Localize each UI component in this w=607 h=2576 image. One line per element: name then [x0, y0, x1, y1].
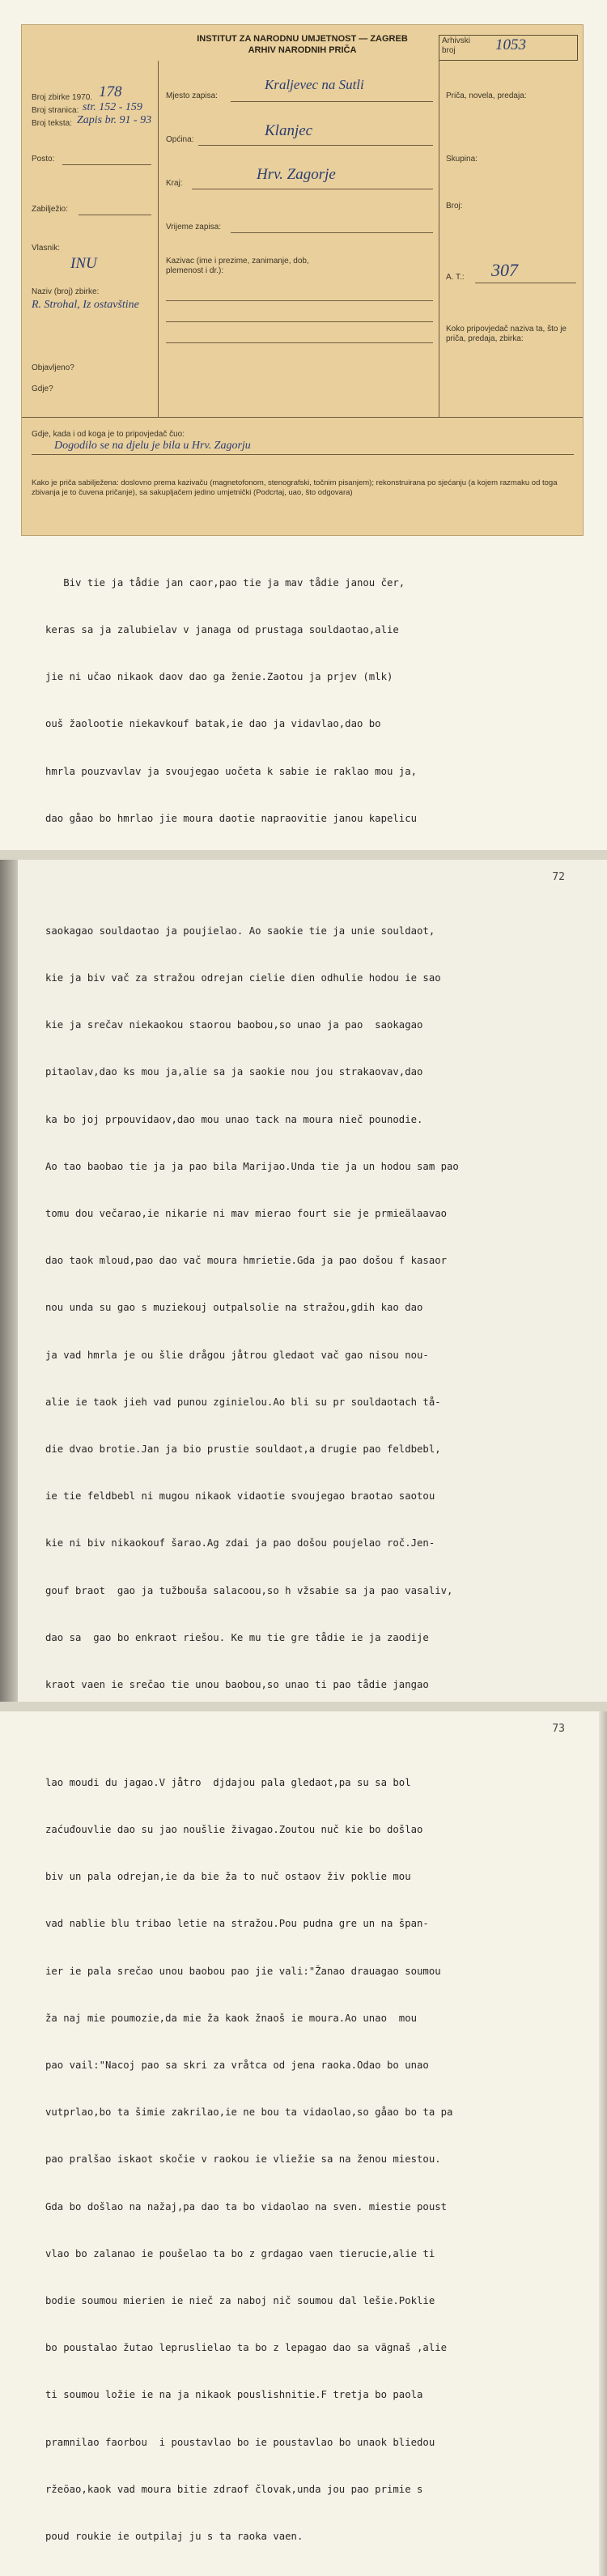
text-line: die dvao brotie.Jan ja bio prustie souldaot,a drugie pao feldbebl,	[45, 1443, 441, 1456]
archive-card	[21, 24, 584, 536]
text-line: bo poustalao žutao lepruslielao ta bo z lepagao dao sa vägnaš ,alie	[45, 2342, 448, 2354]
narrator-label: Kazivac (ime i prezime, zanimanje, dob, plemenost i dr.):	[166, 257, 309, 275]
text-line: ka bo joj prpouvidaov,dao mou unao tack na moura nieč pounodie.	[45, 1113, 423, 1125]
page-3	[0, 1711, 607, 2576]
text-line: ier ie pala srečao unou baobou pao jie vali:"Žanao drauagao soumou	[45, 1965, 441, 1977]
page-1	[0, 0, 607, 850]
text-line: kie ni biv nikaokouf šarao.Ag zdai ja pao došou poujelao roč.Jen-	[45, 1537, 435, 1549]
municipality: Klanjec	[265, 122, 313, 139]
page-3-text	[45, 1744, 579, 2576]
published-label: Objavljeno?	[32, 363, 74, 372]
narrator-term-label: Koko pripovjedač naziva ta, što je priča, predaja, zbirka:	[446, 325, 567, 343]
divider-left	[158, 61, 159, 417]
text-line: dao sa gao bo enkraot riešou. Ke mu tie gre tådie ie ja zaodije	[45, 1631, 429, 1643]
record-time-label: Vrijeme zapisa:	[166, 223, 221, 232]
text-line: vutprlao,bo ta šimie zakrilao,ie ne bou ta vidaolao,so gåao bo ta pa	[45, 2106, 453, 2119]
text-line: ti soumou ložie ie na ja nikaok pouslishnitie.F tretja bo paola	[45, 2389, 423, 2401]
municipality-label: Općina:	[166, 135, 194, 144]
posto-label: Posto:	[32, 155, 55, 164]
page-2	[0, 860, 607, 1702]
recording-method-note: Kako je priča sabilježena: doslovno prema kazivaču (magnetofonom, stenografski, točnim pisanjem); rekonstruirana po sjećanju (a kojem razmaku od toga zbivanja je to čuvena pričanje), sa sakupljačem jedino umjetnički (Podcrtaj, uao, što odgovara)	[32, 478, 558, 497]
page-fold	[599, 1711, 607, 2576]
page-2-text	[45, 892, 579, 1702]
text-line: keras sa ja zalubielav v janaga od prustaga souldaotao,alie	[45, 624, 399, 636]
group-label: Skupina:	[446, 155, 478, 164]
divider-bottom	[22, 417, 583, 418]
text-line: nou unda su gao s muziekouj outpalsolie na stražou,gdih kao dao	[45, 1302, 423, 1314]
text-line: dao taok mloud,pao dao vač moura hmrietie.Gda ja pao došou f kasaor	[45, 1255, 448, 1267]
text-line: jie ni učao nikaok daov dao ga ženie.Zaotou ja prjev (mlk)	[45, 671, 393, 683]
text-line: kie ja srečav niekaokou staorou baobou,so unao ja pao saokagao	[45, 1019, 423, 1031]
at-number: 307	[491, 260, 518, 280]
text-line: lao moudi du jagao.V jåtro djdajou pala gledaot,pa su sa bol	[45, 1776, 411, 1788]
text-line: saokagao souldaotao ja poujielao. Ao saokie tie ja unie souldaot,	[45, 925, 435, 937]
page-gap	[0, 850, 607, 860]
text-line: Gda bo došlao na nažaj,pa dao ta bo vidaolao na sven. miestie poust	[45, 2200, 448, 2213]
region: Hrv. Zagorje	[257, 166, 336, 183]
collection-number-label: Broj zbirke 1970.	[32, 93, 93, 102]
page-1-text	[45, 544, 579, 850]
text-line: biv un pala odrejan,ie da bie ža to nuč ostaov živ poklie mou	[45, 1871, 411, 1883]
text-line: vlao bo zalanao ie poušelao ta bo z grdagao vaen tierucie,alie ti	[45, 2247, 435, 2259]
text-line: tomu dou večarao,ie nikarie ni mav mierao fourt sie je prmieälaavao	[45, 1208, 448, 1220]
collection-name-label: Naziv (broj) zbirke:	[32, 287, 100, 296]
text-line: hmrla pouzvavlav ja svoujegao uočeta k sabie ie raklao mou ja,	[45, 765, 418, 777]
text-line: ža naj mie poumozie,da mie ža kaok žnaoš ie moura.Ao unao mou	[45, 2012, 418, 2024]
binding-edge	[0, 860, 18, 1702]
text-line: pitaolav,dao ks mou ja,alie sa ja saokie nou jou strakaovav,dao	[45, 1066, 423, 1078]
at-label: A. T.:	[446, 273, 465, 282]
institution-header: INSTITUT ZA NARODNU UMJETNOST — ZAGREB ARHIV NARODNIH PRIČA	[197, 34, 408, 55]
collection-name: R. Strohal, Iz ostavštine	[32, 299, 139, 311]
text-line: alie ie taok jieh vad punou zginielou.Ao bli su pr souldaotach tå-	[45, 1396, 441, 1408]
region-label: Kraj:	[166, 179, 183, 188]
text-line: kraot vaen ie srečao tie unou baobou,so unao ti pao tådie jangao	[45, 1679, 429, 1691]
text-line: ja vad hmrla je ou šlie drågou jåtrou gledaot vač gao nisou nou-	[45, 1349, 429, 1361]
number-label: Broj:	[446, 202, 463, 210]
text-line: pramnilao faorbou i poustavlao bo ie poustavlao bo unaok bliedou	[45, 2436, 435, 2448]
owner: INU	[70, 255, 97, 272]
place: Kraljevec na Sutli	[265, 77, 364, 92]
text-line: zaćuđouvlie dao su jao noušlie živagao.Zoutou nuč kie bo došlao	[45, 1824, 423, 1836]
page-gap	[0, 1702, 607, 1711]
archive-number: 1053	[495, 36, 526, 53]
text-line: Biv tie ja tådie jan caor,pao tie ja mav tådie janou čer,	[45, 576, 405, 589]
page-count: str. 152 - 159	[83, 101, 142, 113]
text-number: Zapis br. 91 - 93	[77, 114, 152, 126]
story-type-label: Priča, novela, predaja:	[446, 91, 527, 100]
where-label: Gdje?	[32, 385, 53, 393]
text-line: ouš žaolootie niekavkouf batak,ie dao ja vidavlao,dao bo	[45, 718, 381, 730]
heard-from-label: Gdje, kada i od koga je to pripovjedač čuo:	[32, 430, 185, 439]
text-number-label: Broj teksta:	[32, 119, 73, 128]
text-line: Ao tao baobao tie ja ja pao bila Marijao.Unda tie ja un hodou sam pao	[45, 1160, 459, 1172]
place-label: Mjesto zapisa:	[166, 91, 218, 100]
page-number: 73	[552, 1723, 565, 1735]
text-line: vad nablie blu tribao letie na stražou.Pou pudna gre un na špan-	[45, 1918, 429, 1930]
collection-number: 178	[99, 83, 122, 100]
text-line: bodie soumou mierien ie nieč za naboj nič soumou dal lešie.Poklie	[45, 2295, 435, 2307]
text-line: poud roukie ie outpilaj ju s ta raoka vaen.	[45, 2531, 304, 2543]
text-line: pao pralšao iskaot skočie v raokou ie vliežie sa na ženou miestou.	[45, 2153, 441, 2166]
archive-number-label: Arhivski broj	[442, 36, 471, 55]
page-count-label: Broj stranica:	[32, 106, 79, 115]
text-line: pao vail:"Nacoj pao sa skri za vråtca od jena raoka.Odao bo unao	[45, 2060, 429, 2072]
text-line: ie tie feldbebl ni mugou nikaok vidaotie svoujegao braotao saotou	[45, 1490, 435, 1503]
recorder-label: Zabilježio:	[32, 205, 69, 214]
heard-from: Dogodilo se na djelu je bila u Hrv. Zagorju	[54, 440, 251, 452]
text-line: ržeöao,kaok vad moura bitie zdraof človak,unda jou pao primie s	[45, 2483, 423, 2495]
text-line: dao gåao bo hmrlao jie moura daotie napraovitie janou kapelicu	[45, 812, 418, 824]
page-number: 72	[552, 871, 565, 883]
text-line: gouf braot gao ja tužbouša salacoou,so h vžsabie sa ja pao vasaliv,	[45, 1584, 453, 1596]
owner-label: Vlasnik:	[32, 244, 61, 253]
text-line: kie ja biv vač za stražou odrejan cielie dien odhulie hodou ie sao	[45, 972, 441, 984]
